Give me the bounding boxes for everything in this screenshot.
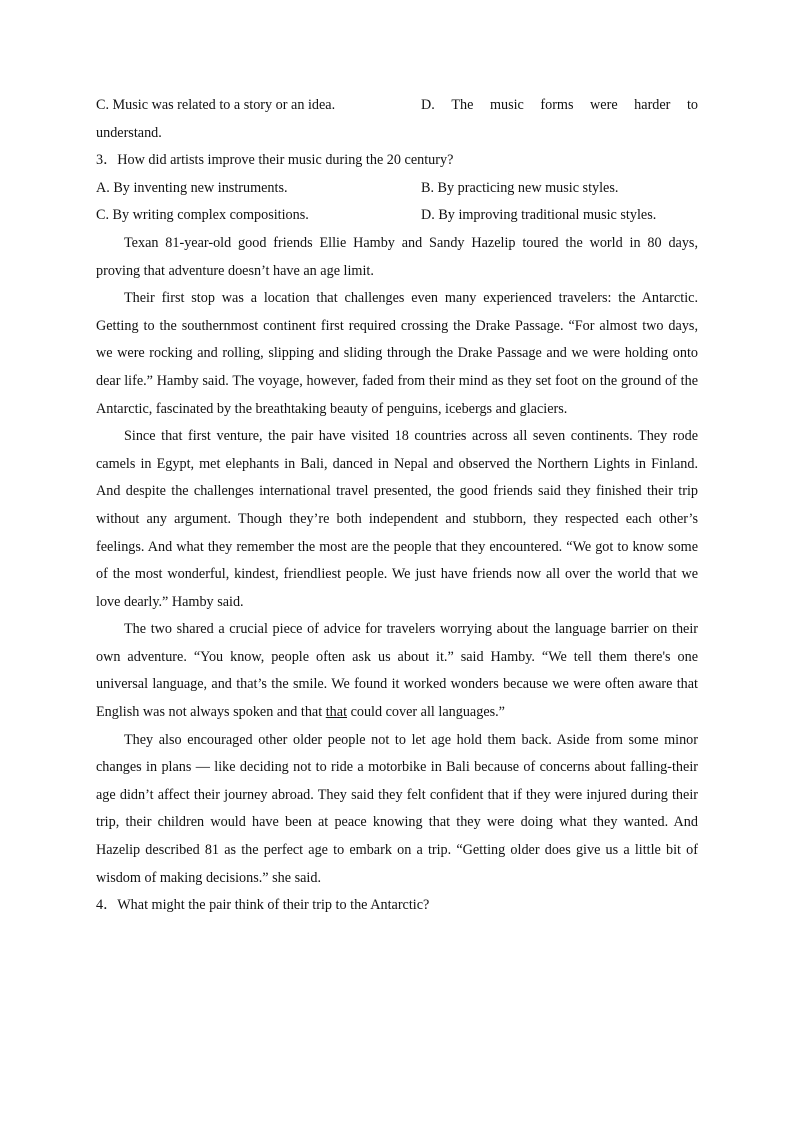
question-4: 4．What might the pair think of their trip to the Antarctic? [96,897,430,914]
q2-option-d-word: D. [421,97,435,113]
q3-option-d: D. By improving traditional music styles. [421,207,657,224]
question-3: 3．How did artists improve their music during the 20 century? [96,152,454,169]
q2-option-c: C. Music was related to a story or an idea. [96,97,336,113]
q3-options-cd [96,202,698,230]
q2-option-d-word: forms [540,97,574,113]
q2-option-d [421,92,698,120]
q2-option-d-word: music [489,97,524,113]
passage-paragraph-1: Texan 81-year-old good friends Ellie Hamby and Sandy Hazelip toured the world in 80 days, proving that adventure doesn’t have an age limit. [96,234,698,279]
paragraph-4-text-end: could cover all languages.” [347,704,505,721]
underlined-word-that: that [325,704,348,721]
q2-option-d-word: to [686,97,698,113]
passage-paragraph-2: Their first stop was a location that challenges even many experienced travelers: the Antarctic. Getting to the southernmost continent first required crossing the Drake Passage. “For almost two days, we were rocking and rolling, slipping and sliding through the Drake Passage and we were holding onto dear life.” Hamby said. The voyage, however, faded from their mind as they set foot on the ground of the Antarctic, fascinated by the breathtaking beauty of penguins, icebergs and glaciers. [96,290,698,417]
q2-options-cd [96,92,698,120]
passage-paragraph-3: Since that first venture, the pair have visited 18 countries across all seven continents. They rode camels in Egypt, met elephants in Bali, danced in Nepal and observed the Northern Lights in Finland. And despite the challenges international travel presented, the good friends said they finished their trip without any argument. Though they’re both independent and stubborn, they respected each other’s feelings. And what they remember the most are the people that they encountered. “We got to know some of the most wonderful, kindest, friendliest people. We just have friends now all over the world that we love dearly.” Hamby said. [96,428,698,610]
q2-option-d-word: harder [634,97,671,113]
q2-option-d-continuation: understand. [96,124,162,141]
q3-options-ab [96,175,698,203]
paragraph-4-text: The two shared a crucial piece of advice for travelers worrying about the language barrier on their own adventure. “You know, people often ask us about it.” said Hamby. “We tell them there's one universal language, and that’s the smile. We found it worked wonders because we were often aware that English was not always spoken and that [96,621,698,721]
page-content [96,92,698,920]
passage-paragraph-5: They also encouraged other older people not to let age hold them back. Aside from some minor changes in plans — like deciding not to ride a motorbike in Bali because of concerns about falling-their age didn’t affect their journey abroad. They said they felt confident that if they were injured during their trip, their children would have been at peace knowing that they were doing what they wanted. And Hazelip described 81 as the perfect age to embark on a trip. “Getting older does give us a little bit of wisdom of making decisions.” she said. [96,731,698,886]
q3-option-a: A. By inventing new instruments. [96,179,288,196]
q2-option-d-word: were [590,97,618,113]
q3-option-c: C. By writing complex compositions. [96,207,309,224]
passage-paragraph-4 [96,616,698,726]
q2-option-d-word: The [451,97,474,113]
q3-option-b: B. By practicing new music styles. [421,179,619,196]
